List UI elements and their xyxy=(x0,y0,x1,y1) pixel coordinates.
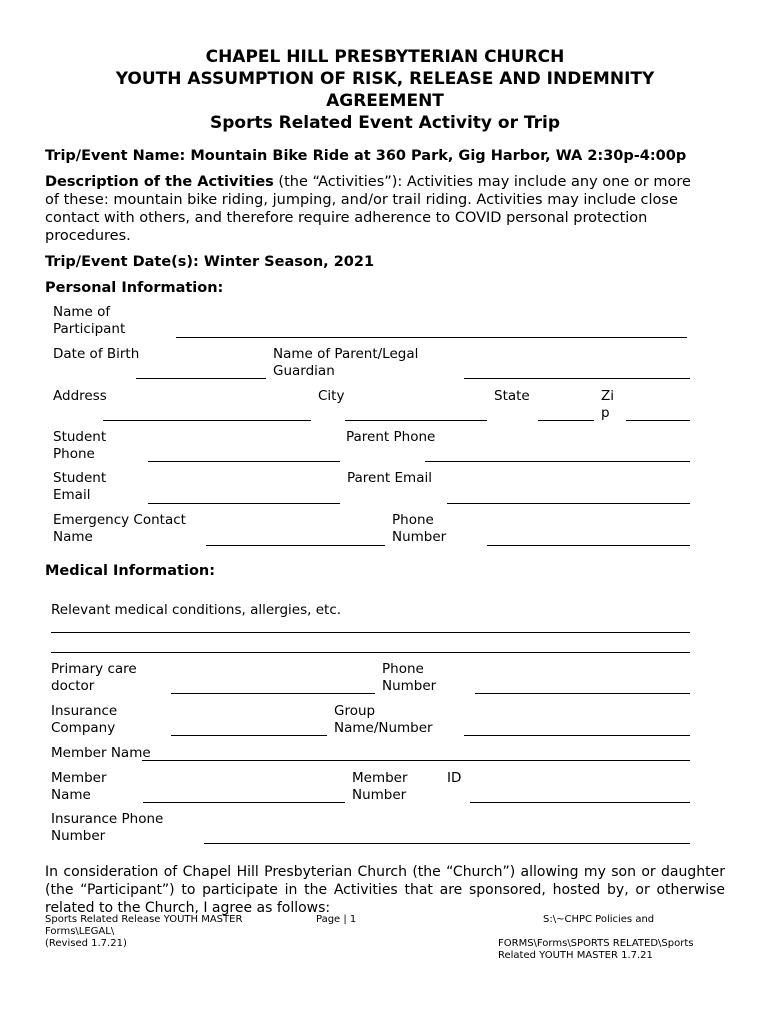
insurance-phone-field[interactable] xyxy=(204,843,690,844)
group-number-label-1: Group xyxy=(334,703,376,719)
city-field[interactable] xyxy=(345,420,487,421)
member-name-field-inline[interactable] xyxy=(142,760,690,761)
event-date-label: Trip/Event Date(s): xyxy=(45,254,199,270)
description-line-3: contact with others, and therefore require adherence to COVID personal protection xyxy=(45,210,648,226)
member-number-label-1: Member xyxy=(352,770,408,786)
emergency-contact-label-1: Emergency Contact xyxy=(53,512,186,528)
state-label: State xyxy=(494,388,530,404)
participant-name-field[interactable] xyxy=(176,337,687,338)
participant-name-label-2: Participant xyxy=(53,321,126,337)
event-name-row xyxy=(45,147,686,165)
description-line-1 xyxy=(45,173,691,191)
student-phone-label-1: Student xyxy=(53,429,107,445)
doctor-label xyxy=(51,661,137,695)
parent-phone-label: Parent Phone xyxy=(346,429,436,445)
footer-right-2: FORMS\Forms\SPORTS RELATED\Sports xyxy=(498,938,694,949)
member-name-field[interactable] xyxy=(143,802,345,803)
event-name-value: Mountain Bike Ride at 360 Park, Gig Harbor, WA 2:30p-4:00p xyxy=(190,148,687,164)
student-email-label-2: Email xyxy=(53,487,91,503)
member-number-label xyxy=(352,770,408,804)
zip-field[interactable] xyxy=(626,420,690,421)
emergency-phone-label-2: Number xyxy=(392,529,447,545)
description-text-1: (the “Activities”): Activities may include any one or more xyxy=(273,174,691,190)
footer-page-number: Page | 1 xyxy=(316,914,357,925)
title-line-4: Sports Related Event Activity or Trip xyxy=(210,113,560,133)
insurance-company-field[interactable] xyxy=(171,735,327,736)
doctor-phone-field[interactable] xyxy=(475,693,690,694)
footer-left-3: (Revised 1.7.21) xyxy=(45,938,127,949)
zip-label-1: Zi xyxy=(601,388,614,404)
doctor-phone-label-1: Phone xyxy=(382,661,424,677)
participant-name-label xyxy=(53,304,125,338)
doctor-field[interactable] xyxy=(171,693,375,694)
medical-conditions-field-1[interactable] xyxy=(51,632,690,633)
parent-email-label: Parent Email xyxy=(347,470,432,486)
student-phone-field[interactable] xyxy=(148,461,340,462)
title-line-3: AGREEMENT xyxy=(326,91,444,111)
student-email-label-1: Student xyxy=(53,470,107,486)
parent-name-field[interactable] xyxy=(464,378,690,379)
state-field[interactable] xyxy=(538,420,594,421)
member-number-field[interactable] xyxy=(470,802,690,803)
doctor-label-1: Primary care xyxy=(51,661,137,677)
emergency-contact-label-2: Name xyxy=(53,529,93,545)
footer-left-1: Sports Related Release YOUTH MASTER xyxy=(45,914,243,925)
emergency-phone-label xyxy=(392,512,446,546)
dob-field[interactable] xyxy=(136,378,266,379)
insurance-phone-label xyxy=(51,811,163,845)
footer-right-3: Related YOUTH MASTER 1.7.21 xyxy=(498,950,653,961)
insurance-company-label xyxy=(51,703,117,737)
doctor-phone-label xyxy=(382,661,436,695)
consideration-line-3: related to the Church, I agree as follows: xyxy=(45,900,331,916)
group-number-label-2: Name/Number xyxy=(334,720,433,736)
medical-conditions-field-2[interactable] xyxy=(51,652,690,653)
consideration-line-2: (the “Participant”) to participate in the Activities that are sponsored, hosted by, or otherwise xyxy=(45,882,725,898)
emergency-contact-label xyxy=(53,512,186,546)
consideration-line-1: In consideration of Chapel Hill Presbyterian Church (the “Church”) allowing my son or daughter xyxy=(45,864,725,880)
title-line-2: YOUTH ASSUMPTION OF RISK, RELEASE AND INDEMNITY xyxy=(115,69,655,89)
medical-info-heading: Medical Information: xyxy=(45,563,216,579)
footer-right-1: S:\~CHPC Policies and xyxy=(543,914,655,925)
member-name-label-1: Member xyxy=(51,770,107,786)
student-phone-label xyxy=(53,429,106,463)
parent-name-label xyxy=(273,346,418,380)
description-line-2: of these: mountain bike riding, jumping, and/or trail riding. Activities may include close xyxy=(45,192,678,208)
member-name-label-inline: Member Name xyxy=(51,745,151,761)
doctor-label-2: doctor xyxy=(51,678,95,694)
member-name-label-2: Name xyxy=(51,787,91,803)
description-line-4: procedures. xyxy=(45,228,131,244)
group-number-label xyxy=(334,703,433,737)
parent-name-label-2: Guardian xyxy=(273,363,335,379)
address-field[interactable] xyxy=(103,420,311,421)
group-number-field[interactable] xyxy=(464,735,690,736)
parent-phone-field[interactable] xyxy=(425,461,690,462)
participant-name-label-1: Name of xyxy=(53,304,111,320)
doctor-phone-label-2: Number xyxy=(382,678,437,694)
footer-left xyxy=(45,914,242,950)
insurance-company-label-2: Company xyxy=(51,720,116,736)
event-date-row xyxy=(45,253,374,271)
student-email-label xyxy=(53,470,106,504)
medical-conditions-label: Relevant medical conditions, allergies, etc. xyxy=(51,602,342,618)
insurance-phone-label-2: Number xyxy=(51,828,106,844)
zip-label-2: p xyxy=(601,405,610,421)
dob-label: Date of Birth xyxy=(53,346,140,362)
emergency-phone-label-1: Phone xyxy=(392,512,434,528)
personal-info-heading: Personal Information: xyxy=(45,280,224,296)
address-label: Address xyxy=(53,388,107,404)
emergency-contact-field[interactable] xyxy=(206,545,385,546)
event-date-value: Winter Season, 2021 xyxy=(203,254,375,270)
member-id-label: ID xyxy=(447,770,462,786)
member-name-label xyxy=(51,770,107,804)
parent-email-field[interactable] xyxy=(447,503,690,504)
description-label: Description of the Activities xyxy=(45,174,274,190)
parent-name-label-1: Name of Parent/Legal xyxy=(273,346,419,362)
member-number-label-2: Number xyxy=(352,787,407,803)
city-label: City xyxy=(318,388,345,404)
insurance-company-label-1: Insurance xyxy=(51,703,118,719)
event-name-label: Trip/Event Name: xyxy=(45,148,186,164)
footer-left-2: Forms\LEGAL\ xyxy=(45,926,115,937)
student-phone-label-2: Phone xyxy=(53,446,95,462)
student-email-field[interactable] xyxy=(148,503,340,504)
emergency-phone-field[interactable] xyxy=(487,545,690,546)
title-line-1: CHAPEL HILL PRESBYTERIAN CHURCH xyxy=(205,47,565,67)
insurance-phone-label-1: Insurance Phone xyxy=(51,811,164,827)
footer-right-path xyxy=(498,938,693,962)
zip-label xyxy=(601,388,614,422)
